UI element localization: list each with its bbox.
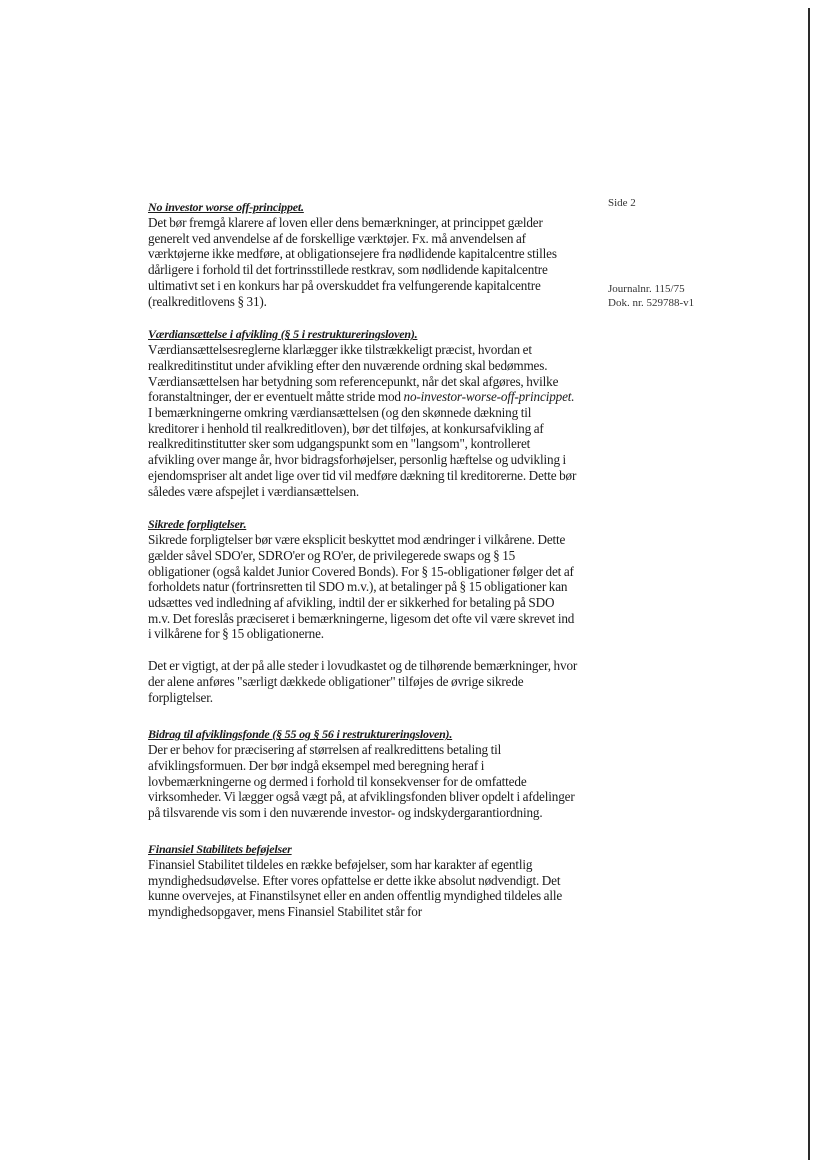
section-no-investor-worse-off	[148, 199, 578, 309]
section-heading: Værdiansættelse i afvikling (§ 5 i restruktureringsloven).	[148, 327, 418, 342]
journal-number: Journalnr. 115/75	[608, 283, 685, 295]
section-bidrag-afviklingsfonde	[148, 726, 578, 821]
section-heading: No investor worse off-princippet.	[148, 200, 304, 214]
section-heading: Sikrede forpligtelser.	[148, 517, 247, 532]
journal-reference	[608, 282, 798, 310]
section-paragraph: Sikrede forpligtelser bør være eksplicit beskyttet mod ændringer i vilkårene. Dette gælder såvel SDO'er, SDRO'er og RO'er, de privilegerede swaps og § 15 obligationer (også kaldet Junior Covered Bonds). For § 15-obligationer følger det af forholdets natur (fortrinsretten til SDO m.v.), at betalinger på § 15 obligationer kan udsættes ved indledning af afvikling, indtil der er sikkerhed for betaling på SDO m.v. Det foreslås præciseret i bemærkningerne, ligesom det ofte vil være skrevet ind i vilkårene for § 15 obligationerne.	[148, 532, 575, 642]
section-sikrede-forpligtelser	[148, 516, 578, 705]
section-paragraph: Finansiel Stabilitet tildeles en række beføjelser, som har karakter af egentlig myndighedsudøvelse. Efter vores opfattelse er dette ikke absolut nødvendigt. Det kunne overvejes, at Finanstilsynet eller en anden offentlig myndighed tildeles alle myndighedsopgaver, mens Finansiel Stabilitet står for	[148, 856, 563, 919]
section-finansiel-stabilitet	[148, 841, 578, 920]
section-heading: Bidrag til afviklingsfonde (§ 55 og § 56 i restruktureringsloven).	[148, 727, 453, 742]
page-number: Side 2	[608, 197, 636, 209]
page-edge-line	[808, 8, 810, 1160]
paragraph-italic-term: no-investor-worse-off-princippet.	[403, 389, 575, 405]
section-paragraph: Det bør fremgå klarere af loven eller dens bemærkninger, at princippet gælder generelt ved anvendelse af de forskellige værktøjer. Fx. må anvendelsen af værktøjerne ikke medføre, at obligationsejere fra nødlidende kapitalcentre stilles dårligere i forhold til det fortrinsstillede restkrav, som nødlidende kapitalcentre ultimativt set i en konkurs har på overskuddet fra velfungerende kapitalcentre (realkreditlovens § 31).	[148, 215, 557, 309]
document-number: Dok. nr. 529788-v1	[608, 297, 695, 309]
section-vaerdiansaettelse	[148, 326, 578, 499]
document-body	[148, 199, 578, 920]
paragraph-text: Værdiansættelsesreglerne klarlægger ikke tilstrækkeligt præcist, hvordan et realkreditinstitut under afvikling efter den nuværende ordning skal bedømmes. Værdiansættelsen har betydning som referencepunkt, når det skal afgøres, hvilke foranstaltninger, der er eventuelt måtte stride mod	[148, 342, 559, 405]
section-heading: Finansiel Stabilitets beføjelser	[148, 841, 292, 856]
section-paragraph	[148, 342, 578, 499]
paragraph-text: I bemærkningerne omkring værdiansættelsen (og den skønnede dækning til kreditorer i henhold til realkreditloven), bør det tilføjes, at konkursafvikling af realkreditinstitutter sker som udgangspunkt som en "langsom", kontrolleret afvikling over mange år, hvor bidragsforhøjelser, personlig hæftelse og udvikling i ejendomspriser alt andet lige over tid vil medføre dækning til kreditorerne. Dette bør således være afspejlet i værdiansættelsen.	[148, 405, 577, 499]
section-paragraph: Der er behov for præcisering af størrelsen af realkredittens betaling til afviklingsformuen. Der bør indgå eksempel med beregning heraf i lovbemærkningerne og dermed i forhold til konsekvenser for de omfattede virksomheder. Vi lægger også vægt på, at afviklingsfonden bliver opdelt i afdelinger på tilsvarende vis som i den nuværende investor- og indskydergarantiordning.	[148, 742, 575, 821]
section-paragraph: Det er vigtigt, at der på alle steder i lovudkastet og de tilhørende bemærkninger, hvor der alene anføres "særligt dækkede obligationer" tilføjes de øvrige sikrede forpligtelser.	[148, 658, 578, 705]
